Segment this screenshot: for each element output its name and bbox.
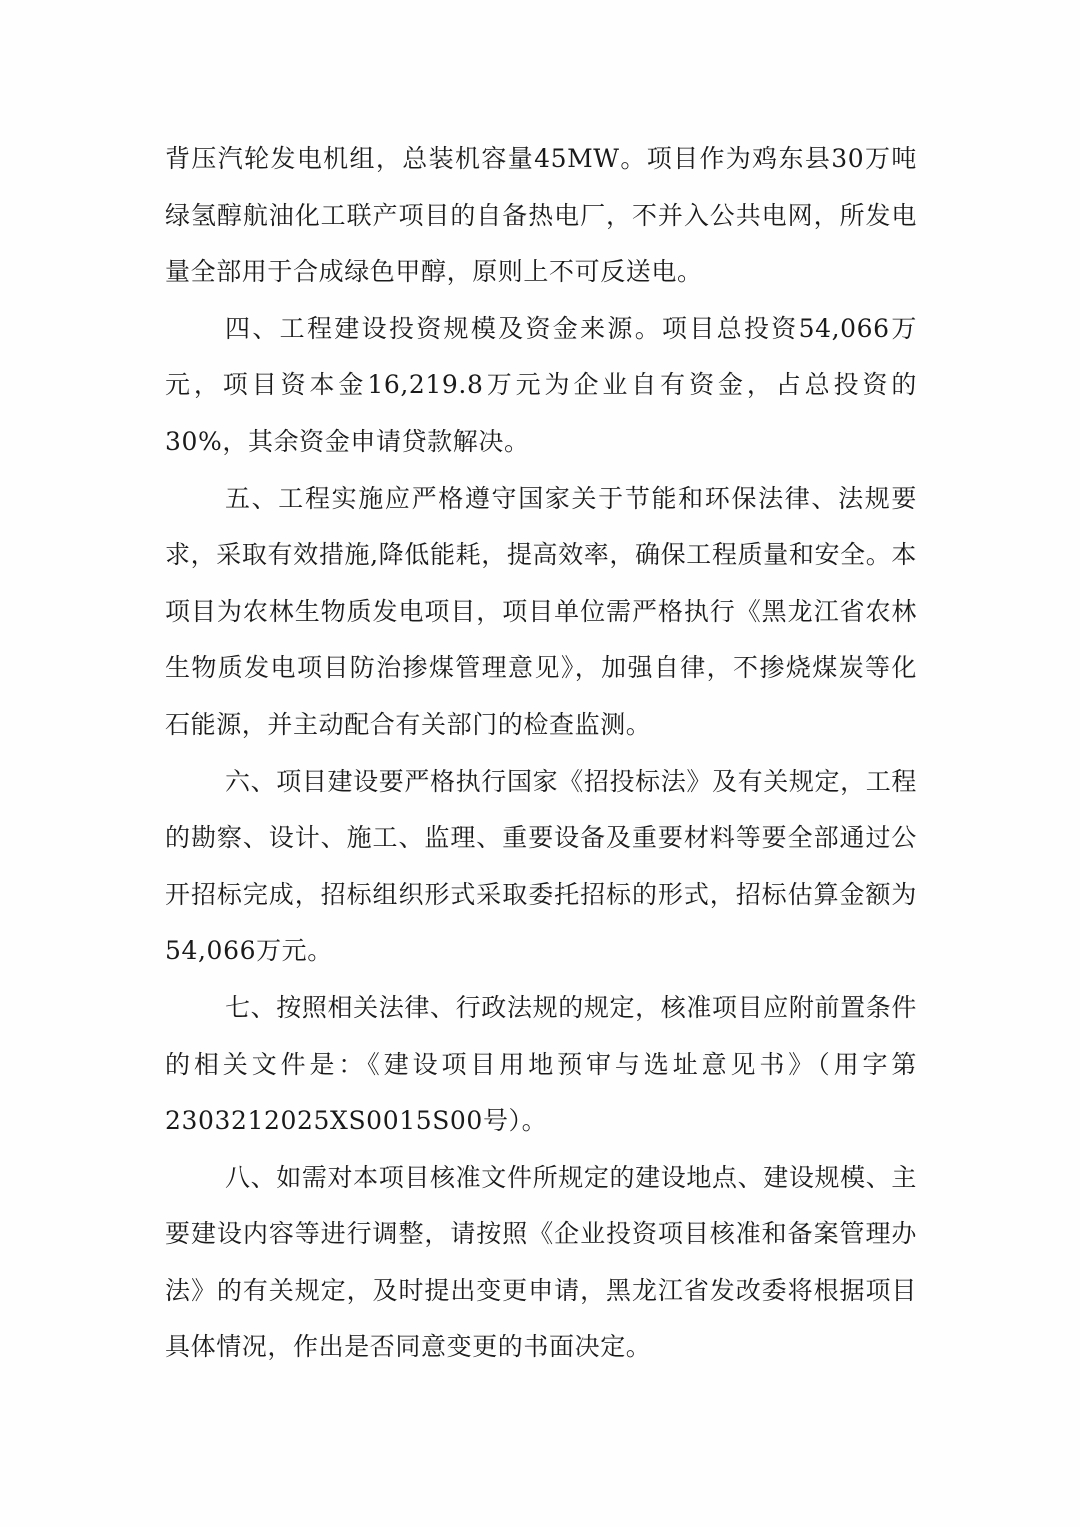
paragraph-8-change-procedure: 八、如需对本项目核准文件所规定的建设地点、建设规模、主要建设内容等进行调整，请按照《企业投资项目核准和备案管理办法》的有关规定，及时提出变更申请，黑龙江省发改委将根据项目具体情况，作出是否同意变更的书面决定。 — [165, 1162, 917, 1362]
paragraph-5-energy-environment-compliance: 五、工程实施应严格遵守国家关于节能和环保法律、法规要求，采取有效措施,降低能耗，提高效率，确保工程质量和安全。本项目为农林生物质发电项目，项目单位需严格执行《黑龙江省农林生物质发电项目防治掺煤管理意见》，加强自律，不掺烧煤炭等化石能源，并主动配合有关部门的检查监测。 — [165, 483, 917, 739]
paragraph-7-prerequisite-documents: 七、按照相关法律、行政法规的规定，核准项目应附前置条件的相关文件是：《建设项目用地预审与选址意见书》（用字第2303212025XS0015S00号）。 — [165, 992, 917, 1136]
paragraph-continuation-generator-capacity: 背压汽轮发电机组，总装机容量45MW。项目作为鸡东县30万吨绿氢醇航油化工联产项目的自备热电厂，不并入公共电网，所发电量全部用于合成绿色甲醇，原则上不可反送电。 — [165, 144, 917, 287]
paragraph-6-bidding-requirements: 六、项目建设要严格执行国家《招投标法》及有关规定，工程的勘察、设计、施工、监理、重要设备及重要材料等要全部通过公开招标完成，招标组织形式采取委托招标的形式，招标估算金额为54,066万元。 — [165, 766, 917, 966]
document-body — [165, 131, 917, 1376]
paragraph-4-investment-scale: 四、工程建设投资规模及资金来源。项目总投资54,066万元，项目资本金16,219.8万元为企业自有资金，占总投资的30%，其余资金申请贷款解决。 — [165, 313, 917, 456]
